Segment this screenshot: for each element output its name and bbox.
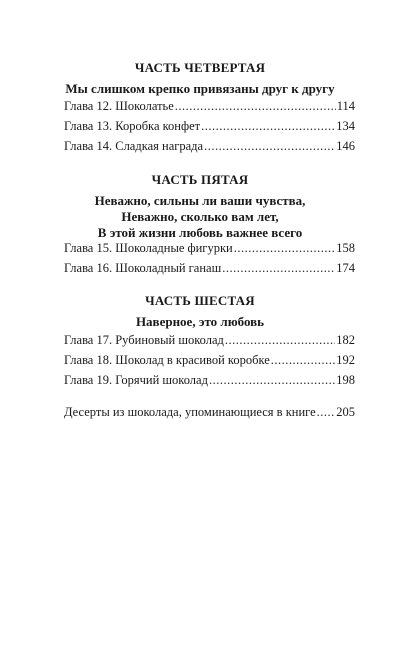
page-number: 192 <box>336 353 355 367</box>
part-subtitle-line: В этой жизни любовь важнее всего <box>97 225 303 240</box>
page-number: 146 <box>336 139 355 153</box>
dot-leader <box>201 116 335 136</box>
appendix-label: Десерты из шоколада, упоминающиеся в книге <box>64 405 316 419</box>
part-subtitle: Мы слишком крепко привязаны друг к другу <box>65 81 335 96</box>
part-four-heading <box>0 60 400 97</box>
toc-entry[interactable] <box>64 136 355 156</box>
part-subtitle-line: Неважно, сколько вам лет, <box>121 209 279 224</box>
dot-leader <box>209 370 335 390</box>
chapter-label: Глава 14. Сладкая награда <box>64 139 204 153</box>
part-subtitle: Наверное, это любовь <box>135 314 265 329</box>
toc-entry[interactable] <box>64 96 355 116</box>
toc-entry[interactable] <box>64 370 355 390</box>
dot-leader <box>234 238 336 258</box>
dot-leader <box>204 136 335 156</box>
chapter-label: Глава 15. Шоколадные фигурки <box>64 241 233 255</box>
page-number: 114 <box>336 99 355 113</box>
part-title: ЧАСТЬ ЧЕТВЕРТАЯ <box>134 60 266 75</box>
part-subtitle-line: Неважно, сильны ли ваши чувства, <box>94 193 306 208</box>
chapter-label: Глава 13. Коробка конфет <box>64 119 201 133</box>
chapter-label: Глава 16. Шоколадный ганаш <box>64 261 222 275</box>
page-number: 205 <box>336 405 355 419</box>
page-number: 158 <box>336 241 355 255</box>
toc-entry[interactable] <box>64 350 355 370</box>
part-title: ЧАСТЬ ПЯТАЯ <box>151 172 249 187</box>
page-number: 198 <box>336 373 355 387</box>
toc-entry[interactable] <box>64 238 355 258</box>
toc-entry[interactable] <box>64 330 355 350</box>
toc-entry[interactable] <box>64 258 355 278</box>
part-six-chapters <box>64 330 355 390</box>
chapter-label: Глава 12. Шоколатье <box>64 99 174 113</box>
page-number: 134 <box>336 119 355 133</box>
dot-leader <box>271 350 335 370</box>
dot-leader <box>175 96 336 116</box>
part-five-chapters <box>64 238 355 278</box>
toc-entry[interactable] <box>64 116 355 136</box>
part-four-chapters <box>64 96 355 156</box>
page-number: 174 <box>336 261 355 275</box>
chapter-label: Глава 18. Шоколад в красивой коробке <box>64 353 270 367</box>
chapter-label: Глава 19. Горячий шоколад <box>64 373 208 387</box>
dot-leader <box>317 402 336 422</box>
part-title: ЧАСТЬ ШЕСТАЯ <box>145 293 255 308</box>
dot-leader <box>225 330 335 350</box>
chapter-label: Глава 17. Рубиновый шоколад <box>64 333 224 347</box>
page-number: 182 <box>336 333 355 347</box>
part-five-heading <box>0 172 400 241</box>
appendix-section <box>64 402 355 422</box>
dot-leader <box>222 258 335 278</box>
toc-entry-appendix[interactable] <box>64 402 355 422</box>
part-six-heading <box>0 293 400 330</box>
